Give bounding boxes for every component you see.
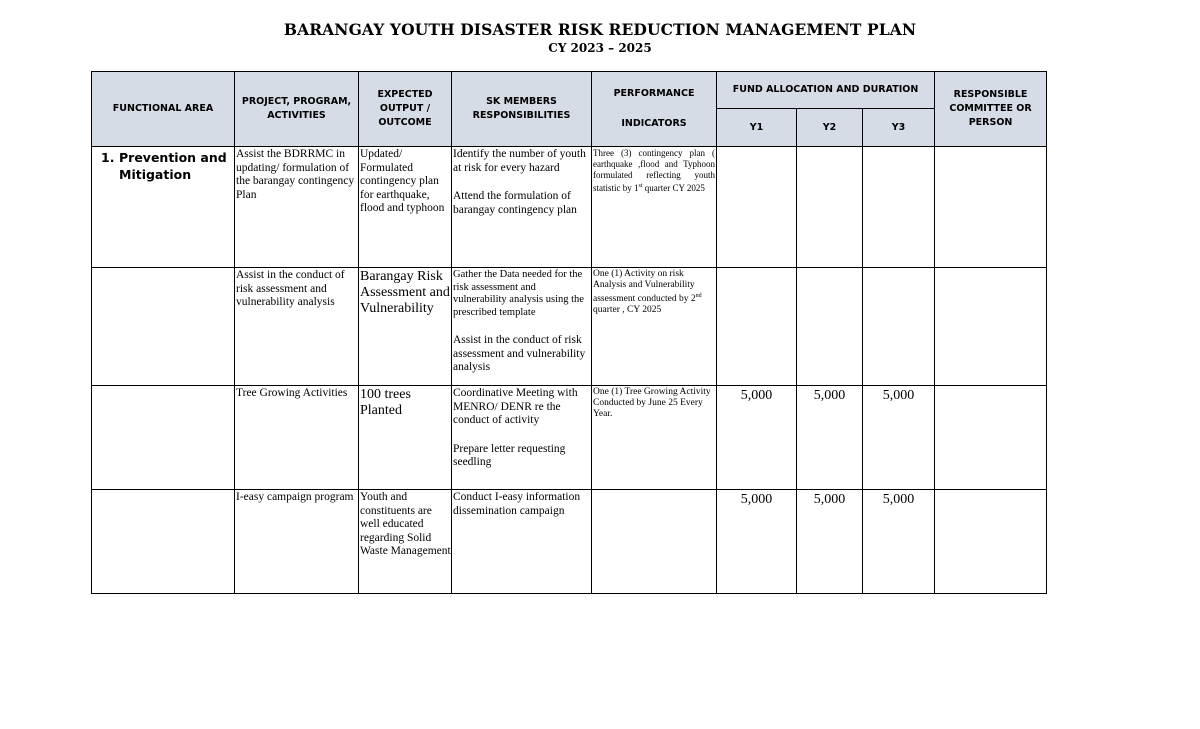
header-y2: Y2: [797, 109, 863, 147]
indicator-text: One (1) Activity on risk Analysis and Vulnerability assessment conducted by 2: [593, 269, 696, 305]
fund-y2-cell: 5,000: [813, 492, 846, 507]
fund-y2-cell: 5,000: [813, 388, 846, 403]
fund-y3-cell: [863, 268, 934, 270]
fund-y3-cell: 5,000: [882, 492, 915, 507]
indicator-cell: [592, 490, 716, 491]
output-cell: Barangay Risk Assessment and Vulnerability: [360, 269, 450, 316]
sk-responsibility-item: Conduct I-easy information dissemination campaign: [453, 491, 581, 517]
fund-y1-cell: [717, 268, 796, 270]
responsible-cell: [935, 386, 1046, 387]
responsible-cell: [935, 268, 1046, 269]
sk-responsibility-item: Identify the number of youth at risk for every hazard: [453, 148, 586, 174]
fund-y2-cell: [797, 268, 862, 270]
header-sk-members: SK MEMBERS RESPONSIBILITIES: [452, 72, 592, 147]
indicator-text-tail: quarter , CY 2025: [593, 305, 662, 316]
header-project: PROJECT, PROGRAM, ACTIVITIES: [235, 72, 359, 147]
fund-y2-cell: [797, 147, 862, 149]
header-indicators-label: INDICATORS: [621, 118, 687, 129]
header-functional-area: FUNCTIONAL AREA: [92, 72, 235, 147]
indicator-cell: One (1) Tree Growing Activity Conducted by June 25 Every Year.: [593, 387, 711, 419]
sk-responsibilities-cell: [452, 147, 592, 268]
functional-area-cell: [92, 147, 235, 268]
functional-area-label: Prevention and Mitigation: [119, 150, 227, 182]
indicator-superscript: nd: [695, 293, 702, 299]
header-expected-line3: OUTCOME: [378, 116, 432, 128]
fund-y1-cell: 5,000: [740, 492, 773, 507]
header-responsible: RESPONSIBLE COMMITTEE OR PERSON: [935, 72, 1047, 147]
responsible-cell: [935, 490, 1046, 491]
functional-area-cell-empty: [92, 490, 235, 594]
sk-responsibility-item: [452, 532, 591, 533]
document-subtitle: CY 2023 – 2025: [548, 41, 652, 55]
sk-responsibilities-cell: [452, 386, 592, 490]
project-cell: Tree Growing Activities: [236, 387, 348, 399]
responsible-cell: [935, 147, 1046, 148]
project-cell: I-easy campaign program: [236, 491, 354, 503]
sk-responsibility-item: Coordinative Meeting with MENRO/ DENR re the conduct of activity: [453, 387, 578, 427]
sk-responsibility-item: Prepare letter requesting seedling: [453, 442, 566, 469]
indicator-superscript: st: [638, 183, 643, 189]
sk-responsibilities-cell: [452, 490, 592, 594]
project-cell: Assist in the conduct of risk assessment and vulnerability analysis: [236, 269, 345, 309]
header-fund-allocation: FUND ALLOCATION AND DURATION: [717, 72, 935, 109]
sk-responsibility-item: Assist in the conduct of risk assessment and vulnerability analysis: [453, 334, 586, 374]
header-y1: Y1: [717, 109, 797, 147]
sk-responsibilities-cell: [452, 268, 592, 386]
indicator-text-tail: quarter CY 2025: [642, 183, 705, 193]
table-row: [92, 490, 1047, 594]
fund-y3-cell: 5,000: [882, 388, 915, 403]
indicator-cell: [592, 268, 717, 386]
output-cell: Youth and constituents are well educated regarding Solid Waste Management: [360, 491, 451, 558]
output-cell: Updated/ Formulated contingency plan for earthquake, flood and typhoon: [360, 148, 445, 215]
header-expected-line2: OUTPUT /: [379, 103, 431, 115]
functional-area-cell-empty: [92, 268, 235, 386]
plan-table: [91, 71, 1047, 594]
header-expected-line1: EXPECTED: [377, 89, 433, 101]
header-performance-indicators: [592, 72, 717, 147]
functional-area-cell-empty: [92, 386, 235, 490]
header-row: [92, 72, 1047, 109]
table-row: [92, 386, 1047, 490]
header-expected-output: [359, 72, 452, 147]
output-cell: 100 trees Planted: [360, 387, 411, 418]
fund-y1-cell: 5,000: [740, 388, 773, 403]
indicator-text: Three (3) contingency plan ( earthquake ,flood and Typhoon formulated reflecting youth statistic by 1: [593, 148, 715, 193]
indicator-cell: [592, 147, 717, 268]
header-y3: Y3: [863, 109, 935, 147]
sk-responsibility-item: Attend the formulation of barangay contingency plan: [453, 190, 577, 216]
fund-y1-cell: [717, 147, 796, 149]
document-title: BARANGAY YOUTH DISASTER RISK REDUCTION MANAGEMENT PLAN: [283, 20, 917, 39]
functional-area-item: [92, 147, 234, 183]
table-row: [92, 268, 1047, 386]
fund-y3-cell: [863, 147, 934, 149]
sk-responsibility-item: Gather the Data needed for the risk assessment and vulnerability analysis using the prescribed template: [453, 269, 584, 318]
project-cell: Assist the BDRRMC in updating/ formulation of the barangay contingency Plan: [236, 148, 355, 201]
functional-area-number: 1.: [101, 150, 115, 165]
table-row: [92, 147, 1047, 268]
header-performance-label: PERFORMANCE: [613, 88, 695, 100]
